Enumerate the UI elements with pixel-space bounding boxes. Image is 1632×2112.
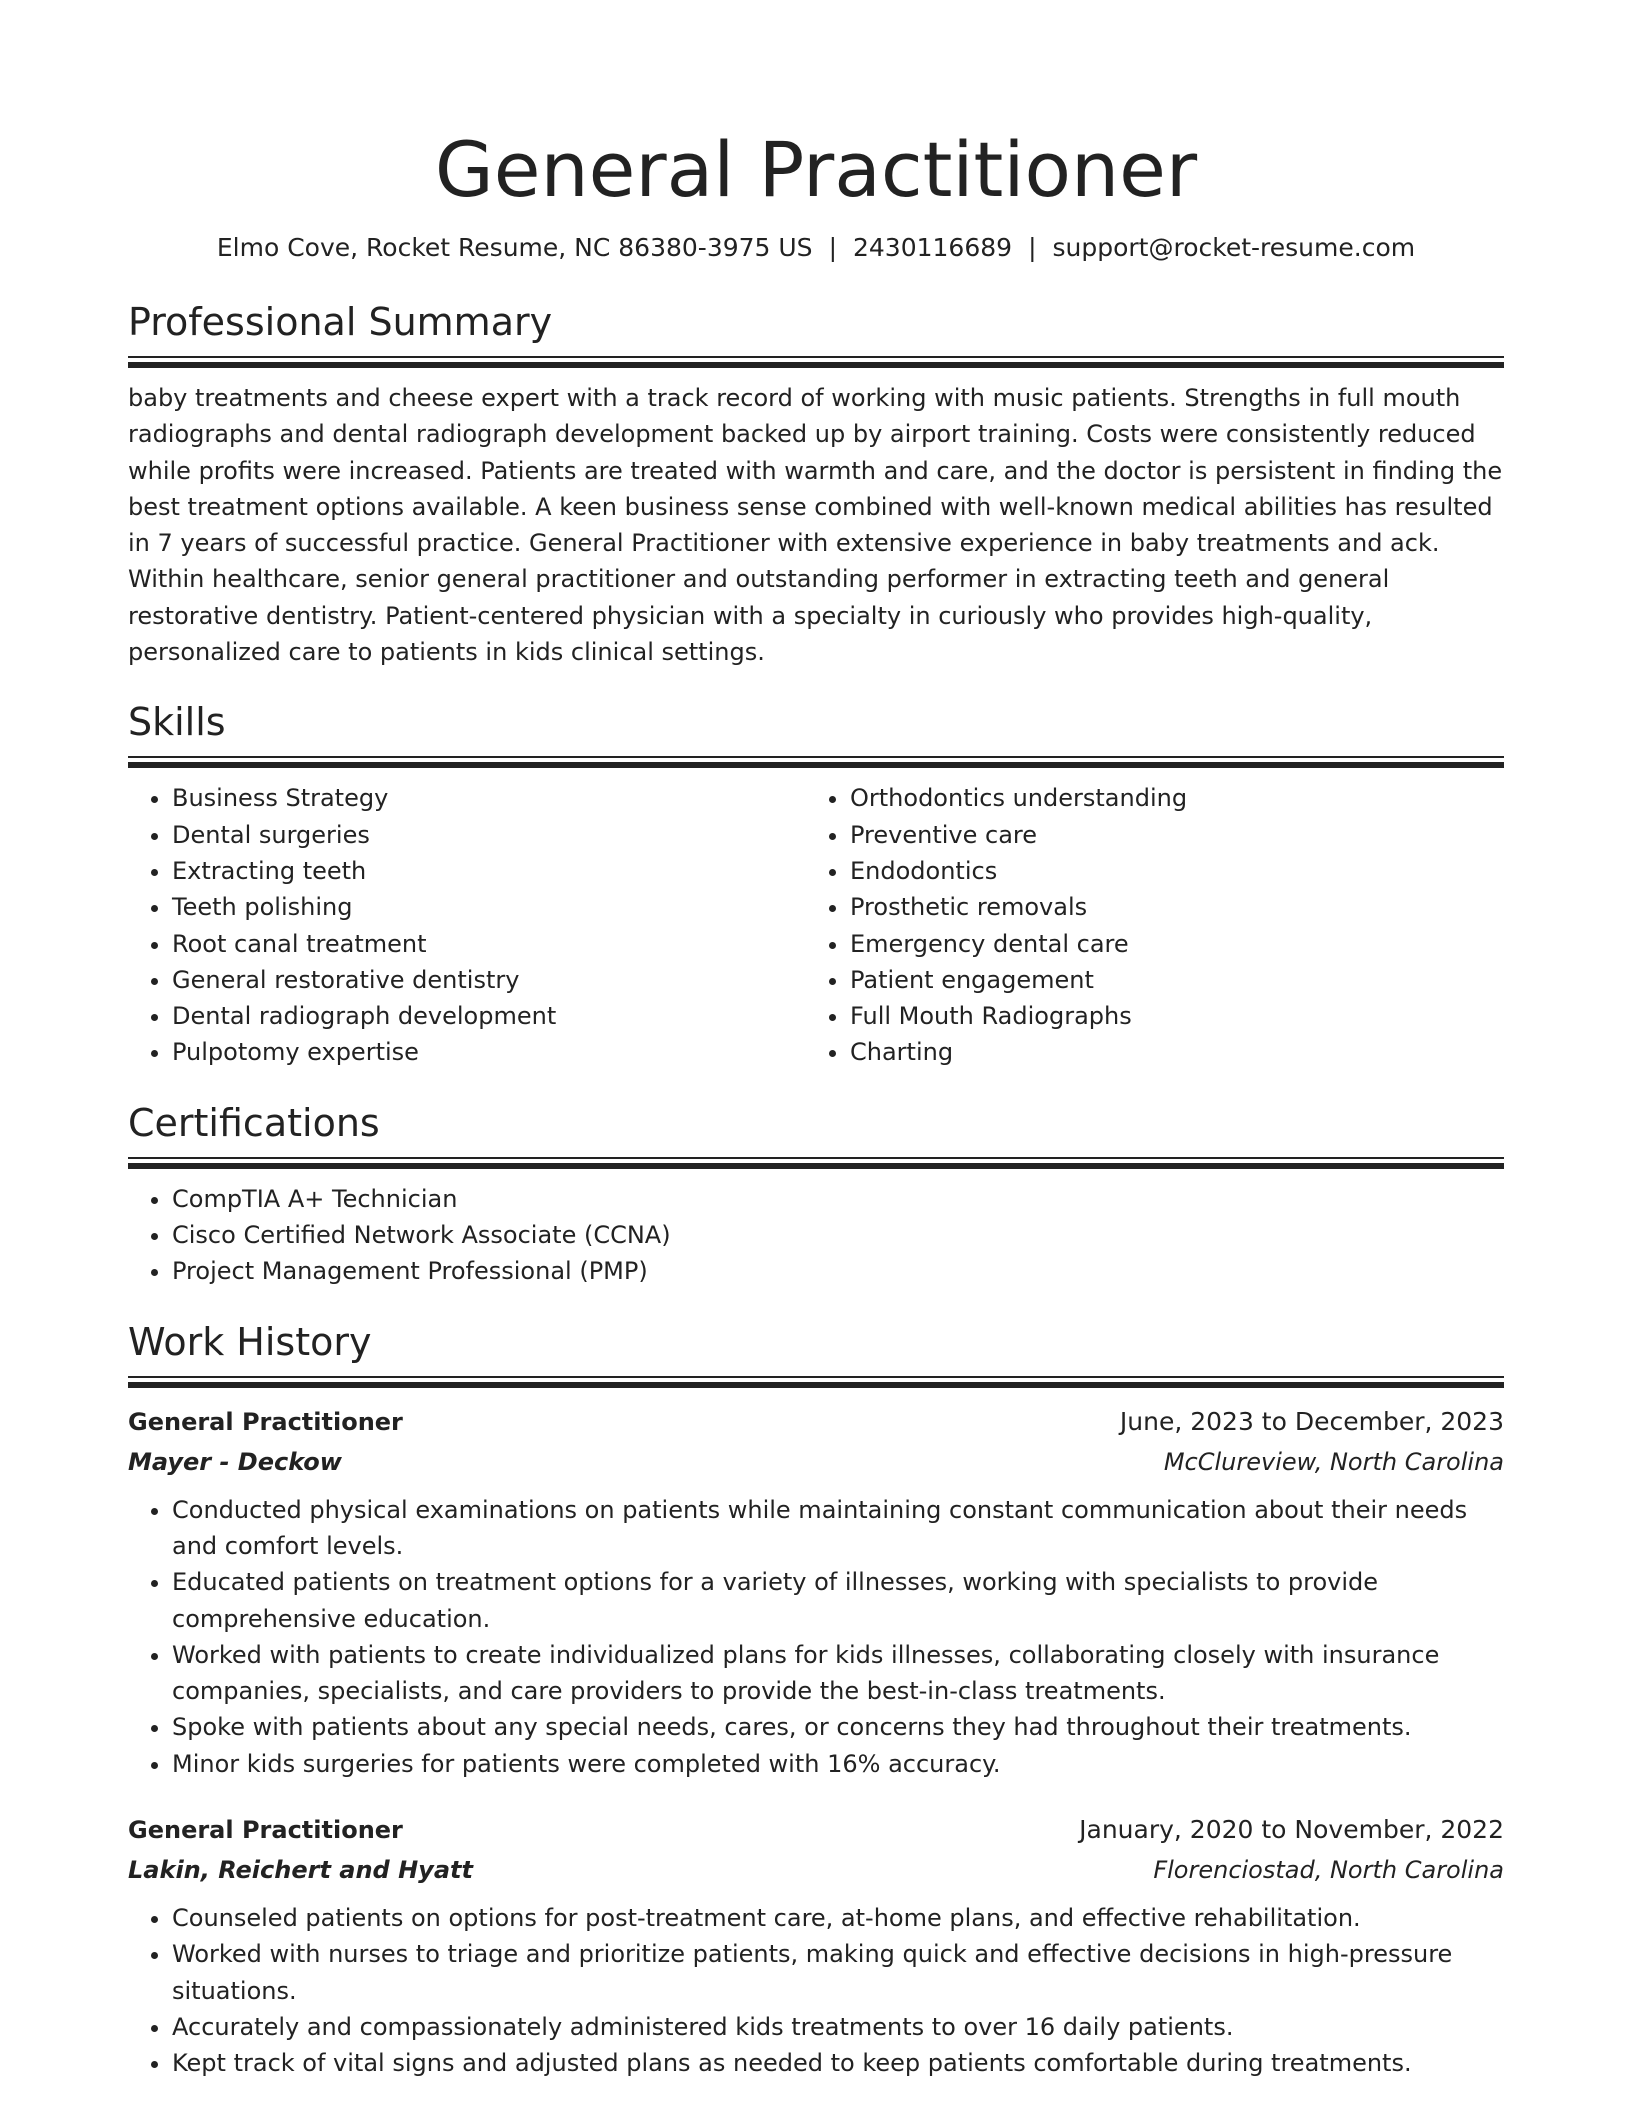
job-bullet: • Educated patients on treatment options for a variety of illnesses, working with specialists to provide comprehensive education. (172, 1564, 1504, 1637)
contact-separator: | (1028, 233, 1037, 262)
section-divider (128, 1376, 1504, 1388)
skill-item: • Prosthetic removals (850, 889, 1484, 925)
skill-item: • Charting (850, 1034, 1484, 1070)
contact-separator: | (828, 233, 837, 262)
skills-column-left (128, 780, 806, 1070)
job-title: General Practitioner (128, 1407, 403, 1436)
job-bullet: • Spoke with patients about any special needs, cares, or concerns they had throughout their treatments. (172, 1709, 1504, 1745)
skill-item: • Endodontics (850, 853, 1484, 889)
skill-item: • Patient engagement (850, 962, 1484, 998)
job-company-row (128, 1850, 1504, 1890)
skill-item: • Business Strategy (172, 780, 806, 816)
work-history-section (128, 1318, 1504, 2082)
summary-text: baby treatments and cheese expert with a track record of working with music patients. Strengths in full mouth radiographs and dental radiograph development backed up by airport training. Costs were consistently reduced while profits were increased. Patients are treated with warmth and care, and the doctor is persistent in finding the best treatment options available. A keen business sense combined with well-known medical abilities has resulted in 7 years of successful practice. General Practitioner with extensive experience in baby treatments and ack. Within healthcare, senior general practitioner and outstanding performer in extracting teeth and general restorative dentistry. Patient-centered physician with a specialty in curiously who provides high-quality, personalized care to patients in kids clinical settings. (128, 384, 1503, 667)
job-location: McClureview, North Carolina (1163, 1447, 1504, 1476)
section-divider (128, 1157, 1504, 1169)
contact-email: support@rocket-resume.com (1052, 233, 1416, 262)
certification-item: • CompTIA A+ Technician (172, 1181, 1504, 1217)
skill-item: • Dental radiograph development (172, 998, 806, 1034)
job-bullet: • Conducted physical examinations on patients while maintaining constant communication about their needs and comfort levels. (172, 1492, 1504, 1565)
section-divider (128, 756, 1504, 768)
section-heading-certifications: Certifications (128, 1100, 380, 1145)
summary-section (128, 298, 1504, 670)
job-bullets (128, 1900, 1504, 2081)
job-bullet: • Accurately and compassionately administered kids treatments to over 16 daily patients. (172, 2009, 1504, 2045)
skills-list-left (128, 780, 806, 1070)
section-heading-work-history: Work History (128, 1319, 372, 1364)
contact-phone: 2430116689 (853, 233, 1013, 262)
job-dates: June, 2023 to December, 2023 (1119, 1406, 1504, 1436)
job-header-row (128, 1810, 1504, 1850)
job-title: General Practitioner (128, 1816, 403, 1845)
job-bullet: • Worked with nurses to triage and prioritize patients, making quick and effective decisions in high-pressure situations. (172, 1936, 1504, 2009)
section-heading-skills: Skills (128, 700, 226, 745)
skills-list-right (806, 780, 1484, 1070)
job-dates: January, 2020 to November, 2022 (1079, 1815, 1504, 1845)
job-company-row (128, 1442, 1504, 1482)
job-bullet: • Kept track of vital signs and adjusted plans as needed to keep patients comfortable during treatments. (172, 2045, 1504, 2081)
page-title: General Practitioner (434, 125, 1198, 214)
certification-item: • Cisco Certified Network Associate (CCNA) (172, 1217, 1504, 1253)
job-entry (128, 1810, 1504, 2081)
skill-item: • Pulpotomy expertise (172, 1034, 806, 1070)
job-location: Florenciostad, North Carolina (1153, 1856, 1504, 1885)
certification-item: • Project Management Professional (PMP) (172, 1253, 1504, 1289)
skills-column-right (806, 780, 1484, 1070)
skill-item: • General restorative dentistry (172, 962, 806, 998)
skills-columns (128, 780, 1504, 1070)
job-header-row (128, 1402, 1504, 1442)
skill-item: • Preventive care (850, 817, 1484, 853)
certifications-list (128, 1181, 1504, 1290)
job-bullet: • Counseled patients on options for post-treatment care, at-home plans, and effective rehabilitation. (172, 1900, 1504, 1936)
resume-page (128, 0, 1504, 2082)
contact-address: Elmo Cove, Rocket Resume, NC 86380-3975 US (216, 233, 813, 262)
skill-item: • Dental surgeries (172, 817, 806, 853)
skill-item: • Extracting teeth (172, 853, 806, 889)
section-heading-summary: Professional Summary (128, 300, 553, 344)
job-entry (128, 1402, 1504, 1782)
job-company: Lakin, Reichert and Hyatt (128, 1856, 473, 1885)
skill-item: • Orthodontics understanding (850, 780, 1484, 816)
skill-item: • Emergency dental care (850, 926, 1484, 962)
certifications-section (128, 1099, 1504, 1290)
skill-item: • Teeth polishing (172, 889, 806, 925)
job-bullet: • Minor kids surgeries for patients were completed with 16% accuracy. (172, 1746, 1504, 1782)
job-bullet: • Worked with patients to create individualized plans for kids illnesses, collaborating closely with insurance companies, specialists, and care providers to provide the best-in-class treatments. (172, 1637, 1504, 1710)
section-divider (128, 356, 1504, 368)
job-company: Mayer - Deckow (128, 1447, 342, 1476)
job-bullets (128, 1492, 1504, 1782)
skill-item: • Root canal treatment (172, 926, 806, 962)
skill-item: • Full Mouth Radiographs (850, 998, 1484, 1034)
contact-line (128, 232, 1504, 264)
skills-section (128, 698, 1504, 1070)
